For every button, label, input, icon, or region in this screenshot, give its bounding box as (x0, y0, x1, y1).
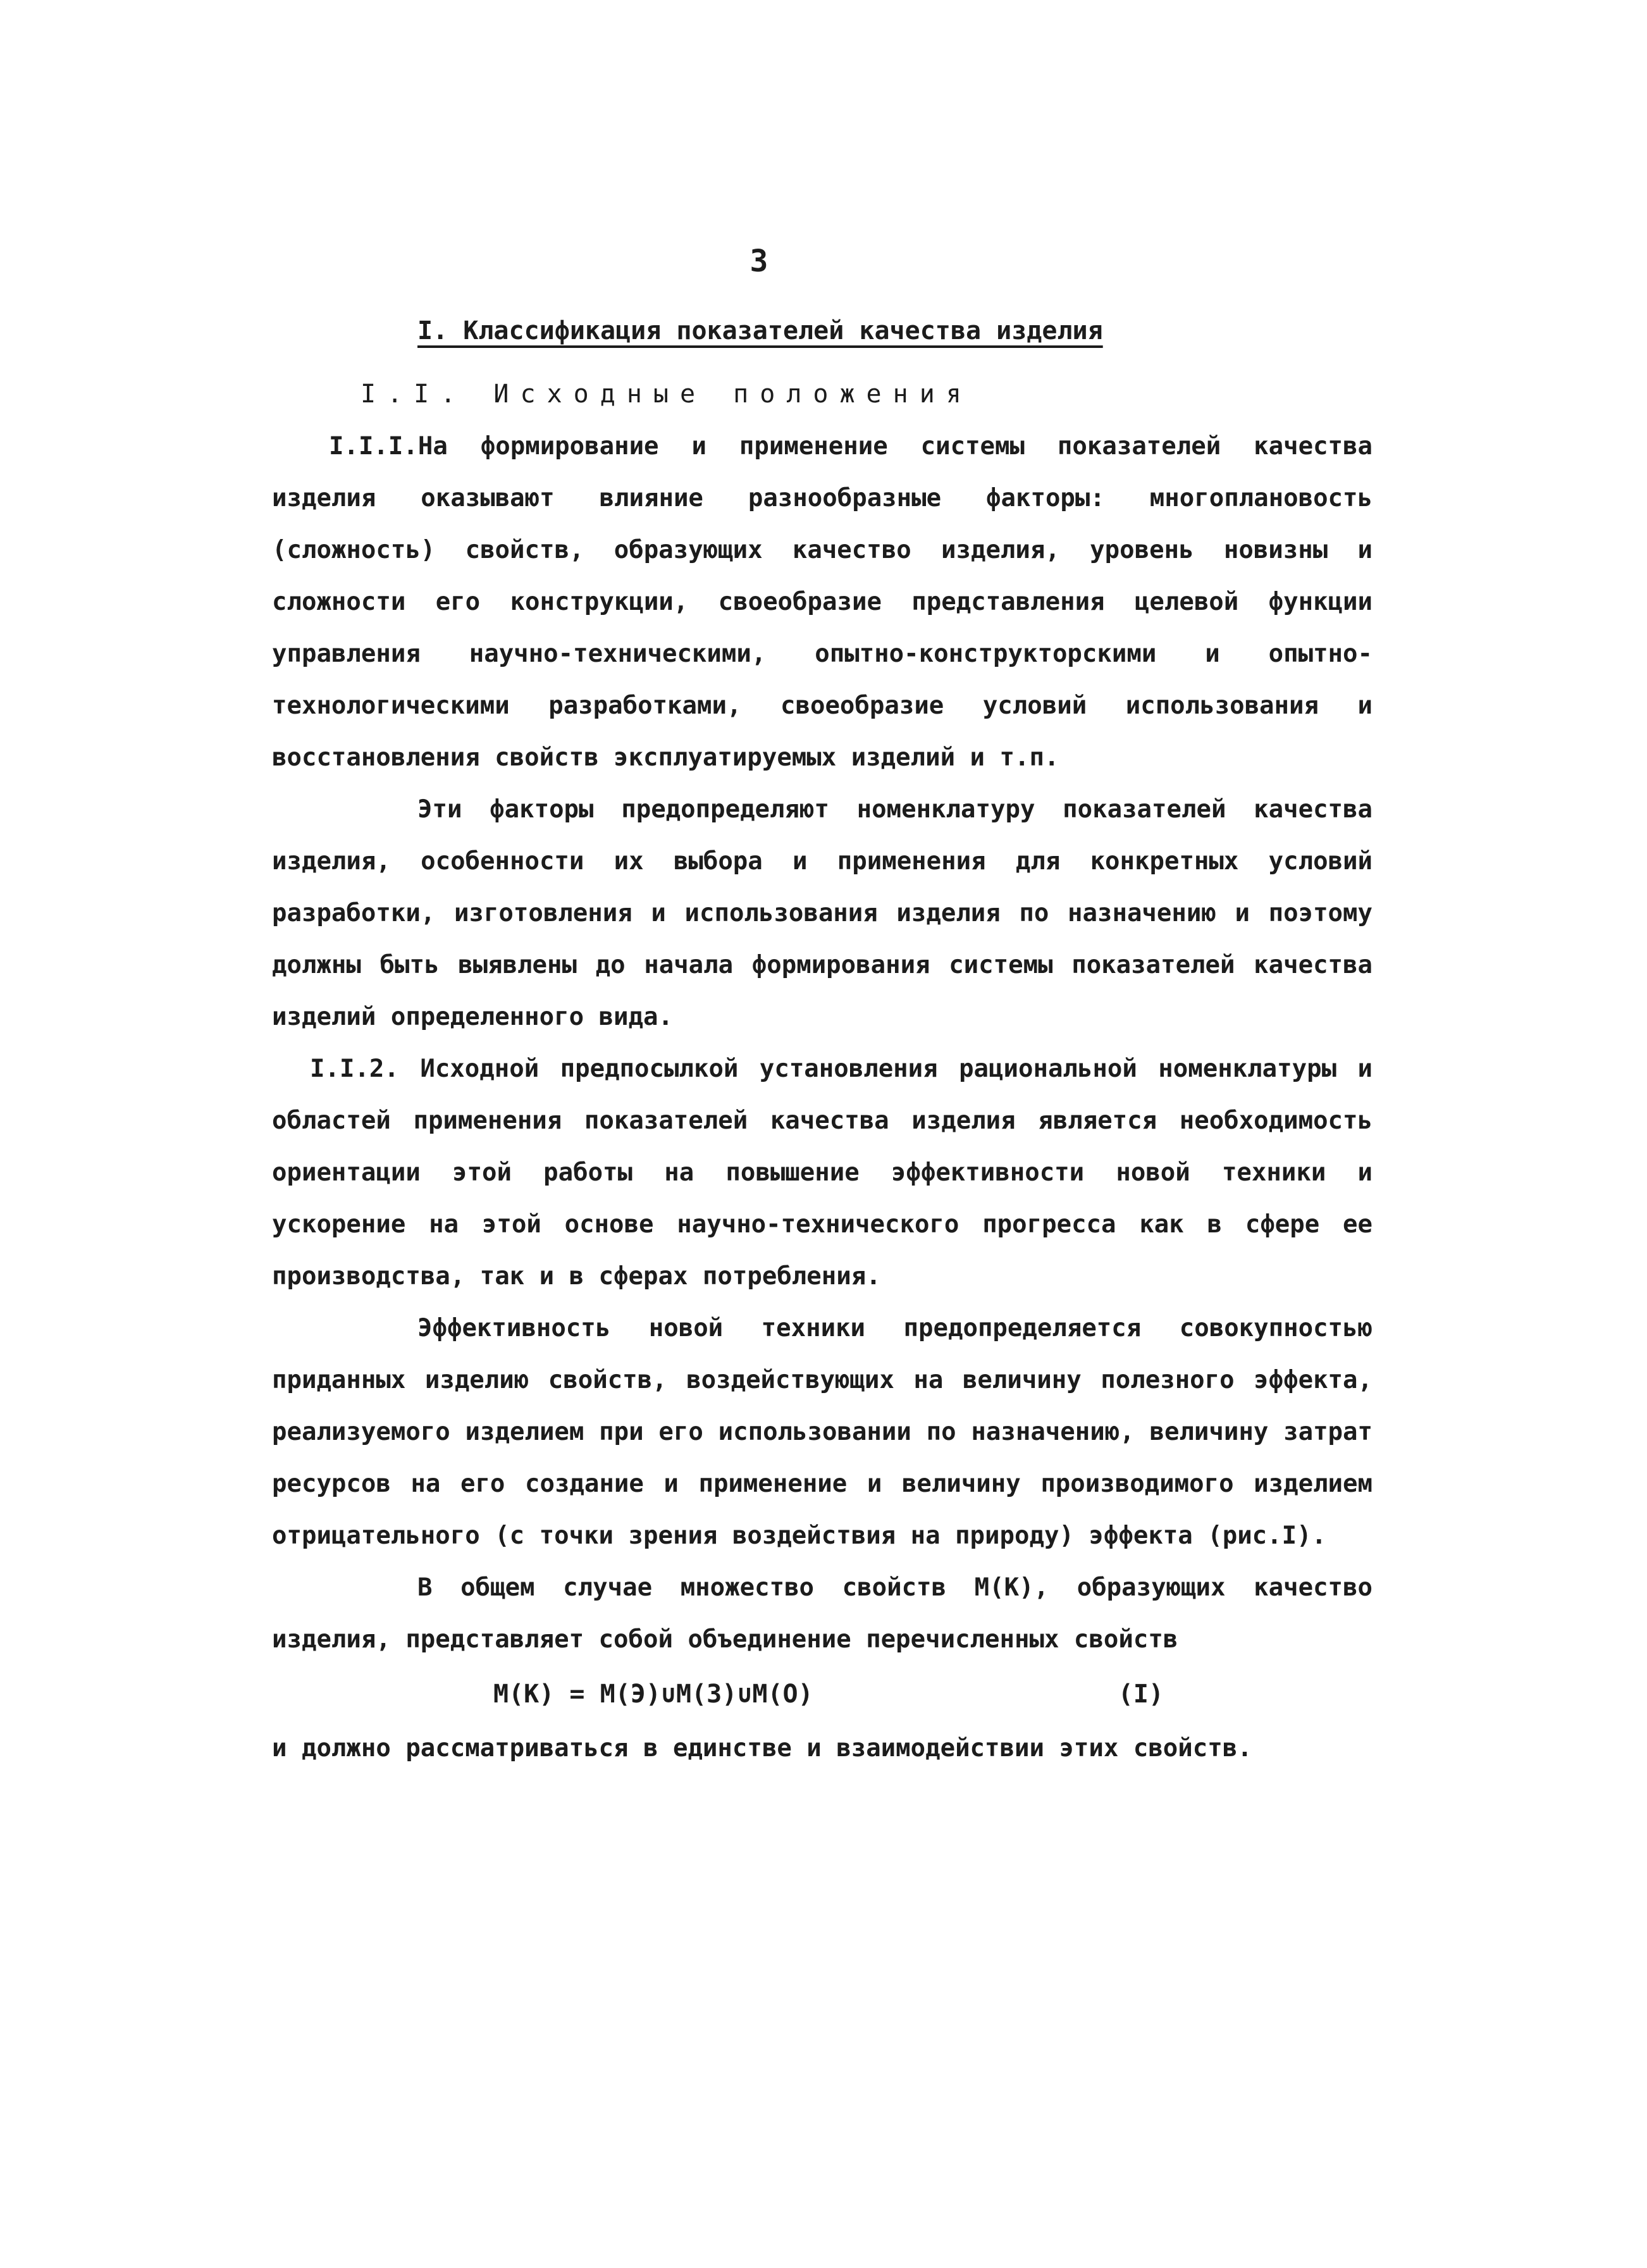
formula: М(К) = М(Э)∪М(З)∪М(О) (493, 1680, 813, 1709)
paragraph-effectiveness: Эффективность новой техники предопределяется совокупностью приданных изделию свойств, воздействующих на величину полезного эффекта, реализуемого изделием при его использовании по назначению, величину затрат ресурсов на его создание и применение и величину производимого изделием отрицательного (с точки зрения воздействия на природу) эффекта (рис.I). (272, 1314, 1372, 1550)
subsection-title: I.I. Исходные положения (361, 380, 973, 409)
body-text (272, 421, 1372, 1775)
closing-line: и должно рассматриваться в единстве и взаимодействии этих свойств. (272, 1734, 1252, 1763)
paragraph-general-case: В общем случае множество свойств М(К), образующих качество изделия, представляет собой объединение перечисленных свойств (272, 1573, 1372, 1654)
formula-line (272, 1666, 1372, 1723)
formula-number: (I) (1118, 1680, 1164, 1709)
section-title: I. Классификация показателей качества изделия (417, 316, 1103, 345)
paragraph-factors: Эти факторы предопределяют номенклатуру показателей качества изделия, особенности их выбора и применения для конкретных условий разработки, изготовления и использования изделия по назначению и поэтому должны быть выявлены до начала формирования системы показателей качества изделий определенного вида. (272, 795, 1372, 1031)
paragraph-1-1-2: I.I.2. Исходной предпосылкой установления рациональной номенклатуры и областей применения показателей качества изделия является необходимость ориентации этой работы на повышение эффективности новой техники и ускорение на этой основе научно-технического прогресса как в сфере ее производства, так и в сферах потребления. (272, 1055, 1372, 1291)
page-number: 3 (749, 244, 768, 279)
paragraph-1-1-1: I.I.I.На формирование и применение системы показателей качества изделия оказывают влияние разнообразные факторы: многоплановость (сложность) свойств, образующих качество изделия, уровень новизны и сложности его конструкции, своеобразие представления целевой функции управления научно-техническими, опытно-конструкторскими и опытно-технологическими разработками, своеобразие условий использования и восстановления свойств эксплуатируемых изделий и т.п. (272, 432, 1372, 772)
